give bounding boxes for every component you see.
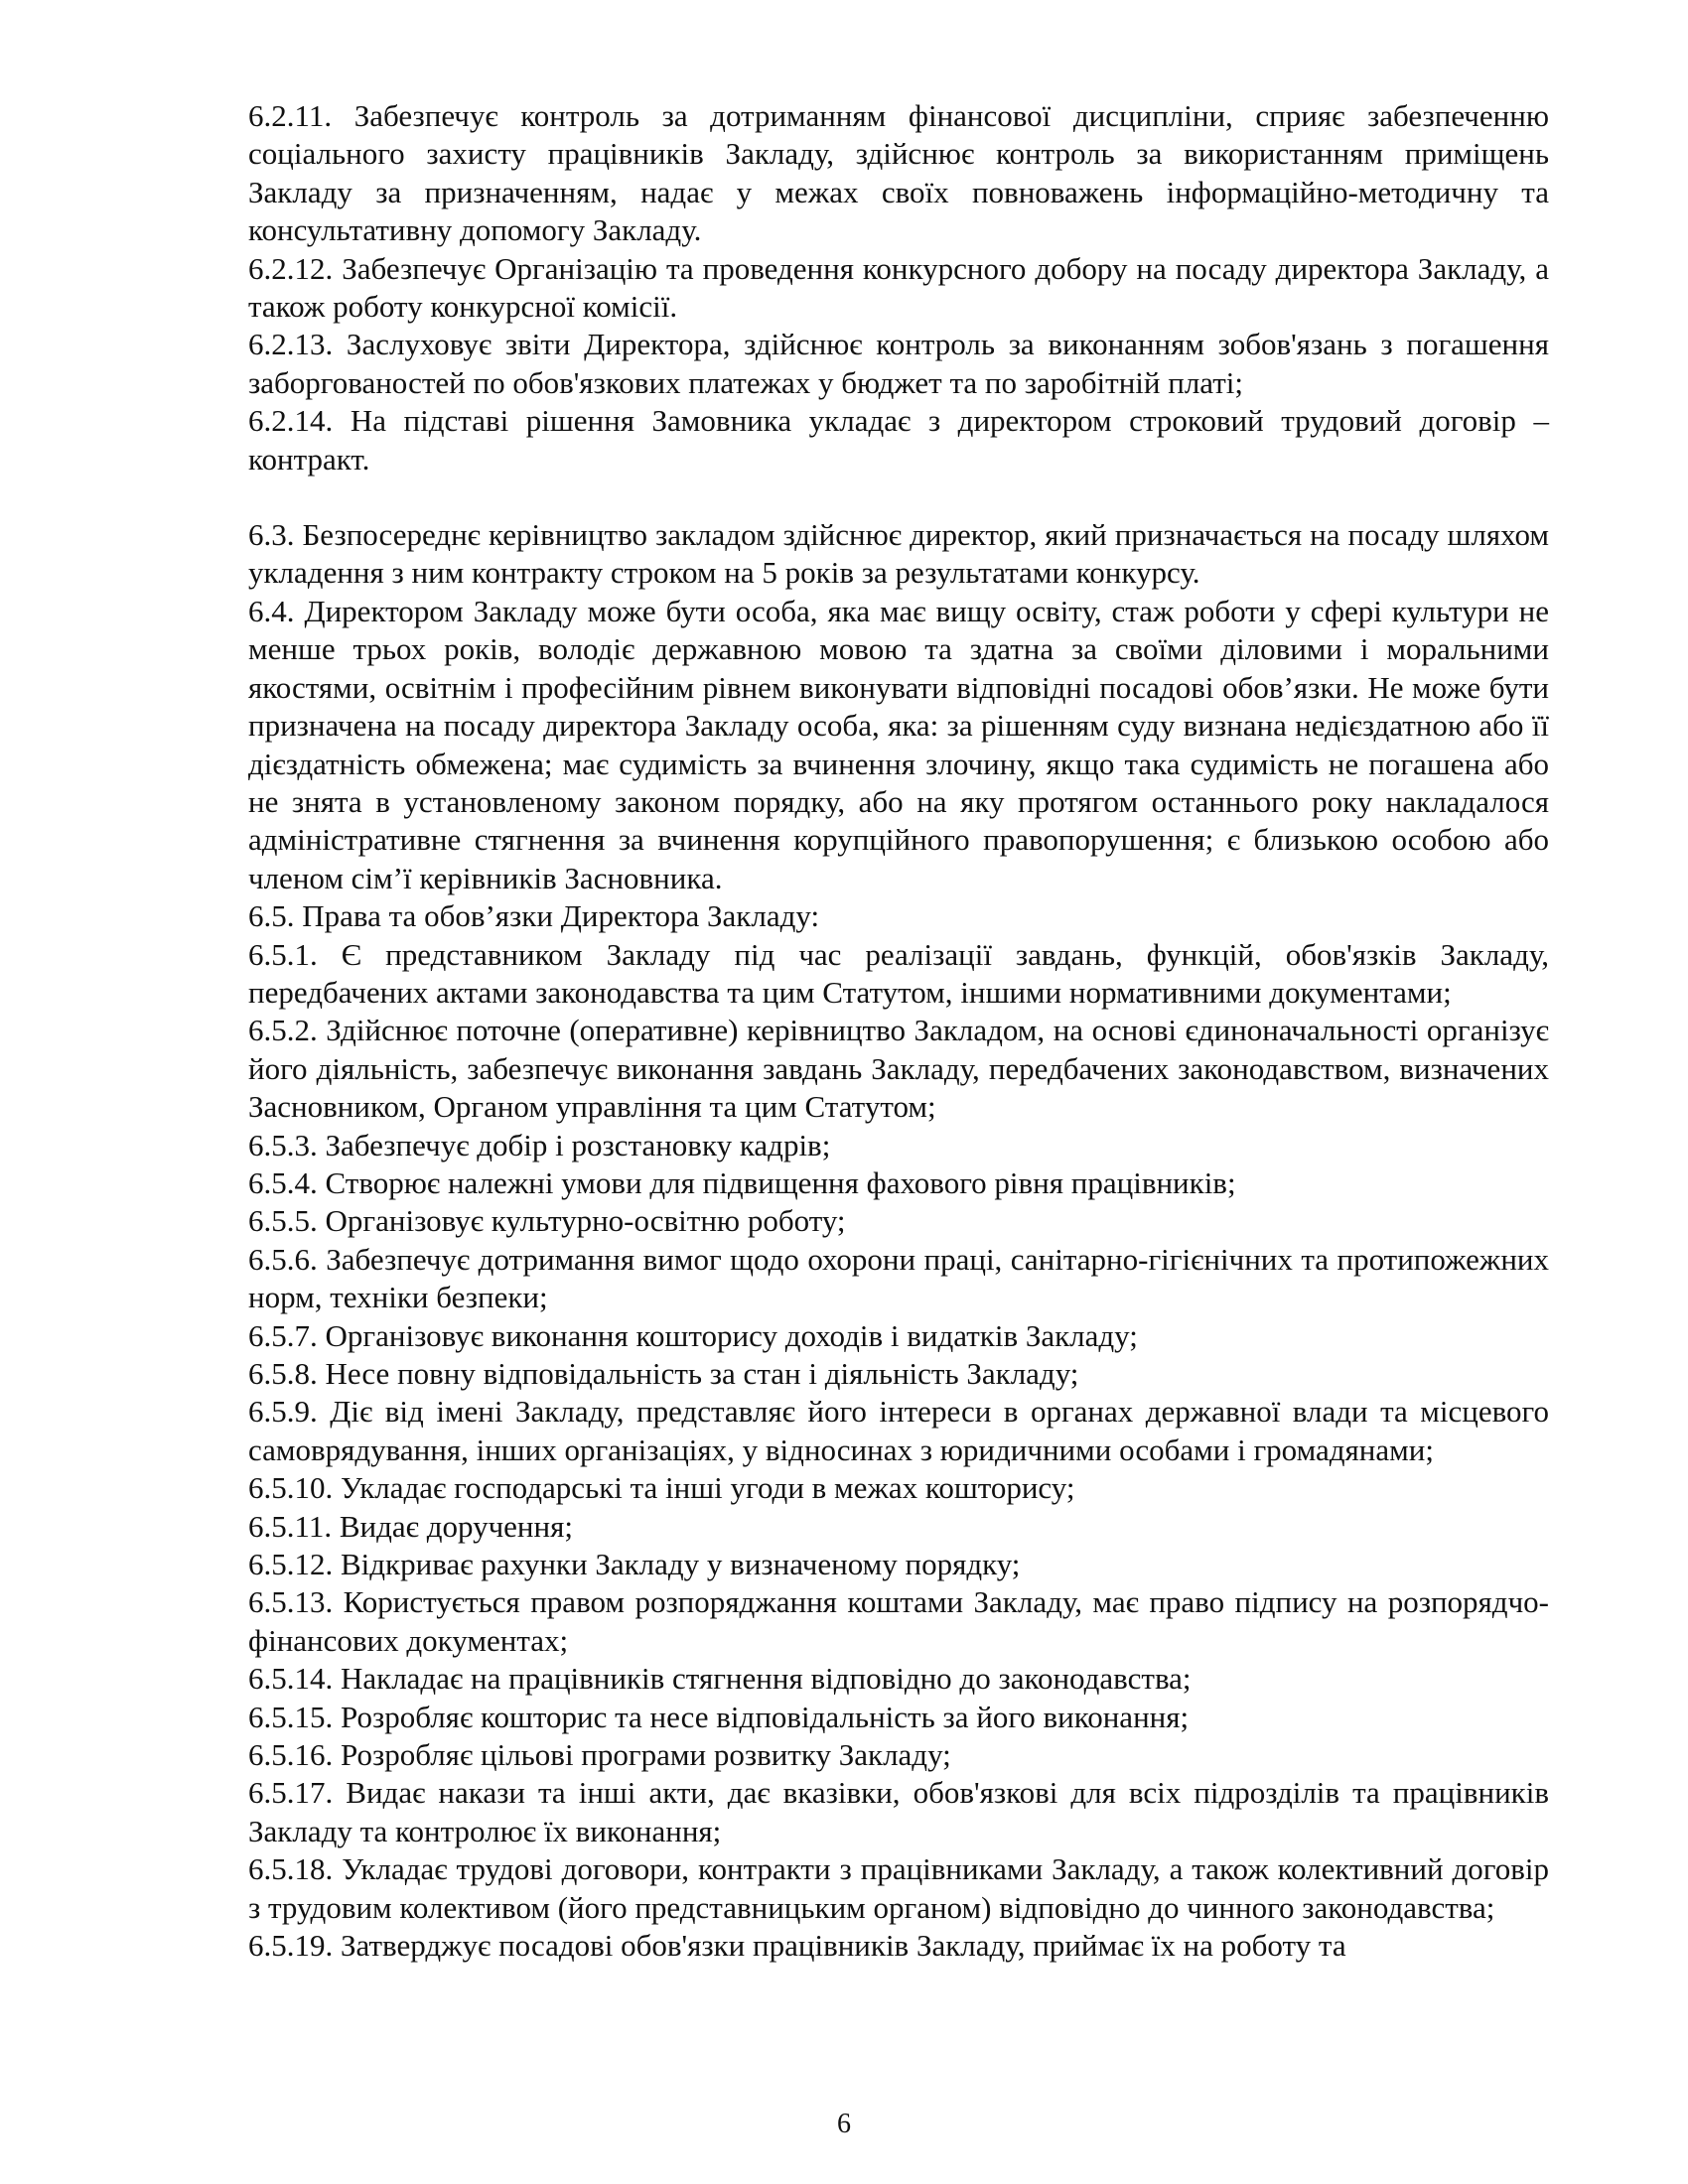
paragraph-6-5-19: 6.5.19. Затверджує посадові обов'язки працівників Закладу, приймає їх на роботу та xyxy=(248,1928,1346,1964)
paragraph-6-5-10: 6.5.10. Укладає господарські та інші угоди в межах кошторису; xyxy=(248,1470,1075,1506)
paragraph-6-5-12: 6.5.12. Відкриває рахунки Закладу у визначеному порядку; xyxy=(248,1547,1021,1582)
paragraph-6-5-17: 6.5.17. Видає накази та інші акти, дає вказівки, обов'язкові для всіх підрозділів та працівників Закладу та контролює їх виконання; xyxy=(248,1775,1549,1848)
paragraph-6-2-13: 6.2.13. Заслуховує звіти Директора, здійснює контроль за виконанням зобов'язань з погашення заборгованостей по обов'язкових платежах у бюджет та по заробітній платі; xyxy=(248,327,1549,400)
page-number: 6 xyxy=(837,2109,851,2139)
paragraph-6-5-16: 6.5.16. Розробляє цільові програми розвитку Закладу; xyxy=(248,1737,951,1773)
paragraph-6-5-2: 6.5.2. Здійснює поточне (оперативне) керівництво Закладом, на основі єдиноначальності організує його діяльність, забезпечує виконання завдань Закладу, передбачених законодавством, визначених Засновником, Органом управління та цим Статутом; xyxy=(248,1013,1549,1125)
paragraph-6-5-13: 6.5.13. Користується правом розпоряджання коштами Закладу, має право підпису на розпорядчо-фінансових документах; xyxy=(248,1584,1549,1658)
paragraph-6-5-8: 6.5.8. Несе повну відповідальність за стан і діяльність Закладу; xyxy=(248,1356,1079,1391)
blank-line xyxy=(248,478,1549,516)
paragraph-6-5-14: 6.5.14. Накладає на працівників стягнення відповідно до законодавства; xyxy=(248,1661,1192,1697)
paragraph-6-2-11: 6.2.11. Забезпечує контроль за дотриманням фінансової дисципліни, сприяє забезпеченню соціального захисту працівників Закладу, здійснює контроль за використанням приміщень Закладу за призначенням, надає у межах своїх повноважень інформаційно-методичну та консультативну допомогу Закладу. xyxy=(248,98,1549,248)
paragraph-6-5-15: 6.5.15. Розробляє кошторис та несе відповідальність за його виконання; xyxy=(248,1699,1190,1734)
paragraph-6-5-18: 6.5.18. Укладає трудові договори, контракти з працівниками Закладу, а також колективний договір з трудовим колективом (його представницьким органом) відповідно до чинного законодавства; xyxy=(248,1851,1549,1925)
paragraph-6-5-4: 6.5.4. Створює належні умови для підвищення фахового рівня працівників; xyxy=(248,1164,1236,1200)
paragraph-6-2-12: 6.2.12. Забезпечує Організацію та проведення конкурсного добору на посаду директора Закладу, а також роботу конкурсної комісії. xyxy=(248,250,1549,325)
paragraph-6-5-6: 6.5.6. Забезпечує дотримання вимог щодо охорони праці, санітарно-гігієнічних та протипожежних норм, техніки безпеки; xyxy=(248,1241,1549,1315)
paragraph-6-4: 6.4. Директором Закладу може бути особа, яка має вищу освіту, стаж роботи у сфері культури не менше трьох років, володіє державною мовою та здатна за своїми діловими і моральними якостями, освітнім і професійним рівнем виконувати відповідні посадові обов’язки. Не може бути призначена на посаду директора Закладу особа, яка: за рішенням суду визнана недієздатною або її дієздатність обмежена; має судимість за вчинення злочину, якщо така судимість не погашена або не знята в установленому законом порядку, або на яку протягом останнього року накладалося адміністративне стягнення за вчинення корупційного правопорушення; є близькою особою або членом сім’ї керівників Засновника. xyxy=(248,593,1549,895)
paragraph-6-3: 6.3. Безпосереднє керівництво закладом здійснює директор, який призначається на посаду шляхом укладення з ним контракту строком на 5 років за результатами конкурсу. xyxy=(248,517,1549,591)
paragraph-6-5-7: 6.5.7. Організовує виконання кошторису доходів і видатків Закладу; xyxy=(248,1317,1138,1353)
paragraph-6-5-1: 6.5.1. Є представником Закладу під час реалізації завдань, функцій, обов'язків Закладу, передбачених актами законодавства та цим Статутом, іншими нормативними документами; xyxy=(248,936,1549,1010)
paragraph-6-5-11: 6.5.11. Видає доручення; xyxy=(248,1508,573,1544)
paragraph-6-5-9: 6.5.9. Діє від імені Закладу, представляє його інтереси в органах державної влади та місцевого самоврядування, інших організаціях, у відносинах з юридичними особами і громадянами; xyxy=(248,1394,1549,1467)
paragraph-6-2-14: 6.2.14. На підставі рішення Замовника укладає з директором строковий трудовий договір – контракт. xyxy=(248,403,1549,477)
paragraph-6-5-3: 6.5.3. Забезпечує добір і розстановку кадрів; xyxy=(248,1127,831,1162)
paragraph-6-5-5: 6.5.5. Організовує культурно-освітню роботу; xyxy=(248,1203,846,1239)
paragraph-6-5: 6.5. Права та обов’язки Директора Закладу: xyxy=(248,898,820,934)
document-page xyxy=(248,97,1549,1966)
